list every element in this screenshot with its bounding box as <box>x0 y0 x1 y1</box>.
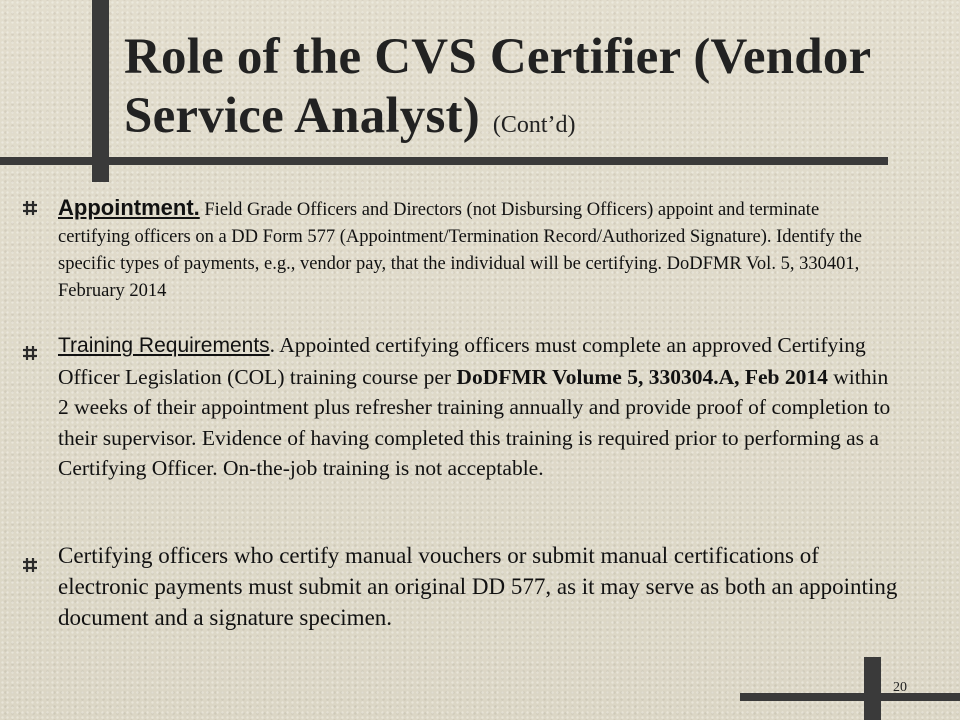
bullet-appointment <box>22 194 882 305</box>
bullet-training-body-b: within 2 weeks of their appointment plus refresher training annually and provide proof of completion to their supervisor. Evidence of having completed this training is required prior to performing as a Certifying Officer. On-the-job training is not acceptable. <box>58 364 891 480</box>
bullet-training-body-a: . Appointed certifying officers must complete an approved Certifying Officer Legislation (COL) training course per <box>58 333 866 389</box>
title-underline-bar <box>0 157 888 165</box>
bullet-training-text <box>58 330 898 484</box>
slide-title <box>124 28 914 155</box>
bullet-training-reference: DoDFMR Volume 5, 330304.A, Feb 2014 <box>456 364 828 389</box>
bullet-appointment-lead: Appointment. <box>58 195 200 220</box>
page-number: 20 <box>893 680 907 695</box>
hash-bullet-icon <box>22 550 38 566</box>
bullet-appointment-body: Field Grade Officers and Directors (not Disbursing Officers) appoint and terminate certifying officers on a DD Form 577 (Appointment/Termination Record/Authorized Signature). Identify the specific types of payments, e.g., vendor pay, that the individual will be certifying. DoDFMR Vol. 5, 330401, February 2014 <box>58 200 862 301</box>
bullet-training-requirements <box>22 330 891 484</box>
slide-title-continued: (Cont’d) <box>492 112 576 138</box>
bullet-manual-vouchers-text: Certifying officers who certify manual vouchers or submit manual certifications of electronic payments must submit an original DD 577, as it may serve as both an appointing document and a signature specimen. <box>58 543 898 630</box>
decorative-vertical-bar-top <box>92 0 109 182</box>
bullet-appointment-text <box>58 194 888 305</box>
decorative-horizontal-bar-bottom <box>740 693 960 701</box>
bullet-training-lead: Training Requirements <box>58 334 270 357</box>
hash-bullet-icon <box>22 198 38 214</box>
decorative-vertical-bar-bottom <box>864 657 881 720</box>
bullet-manual-vouchers <box>22 540 898 633</box>
slide-title-main: Role of the CVS Certifier (Vendor Service Analyst) <box>124 29 871 144</box>
hash-bullet-icon <box>22 339 38 355</box>
